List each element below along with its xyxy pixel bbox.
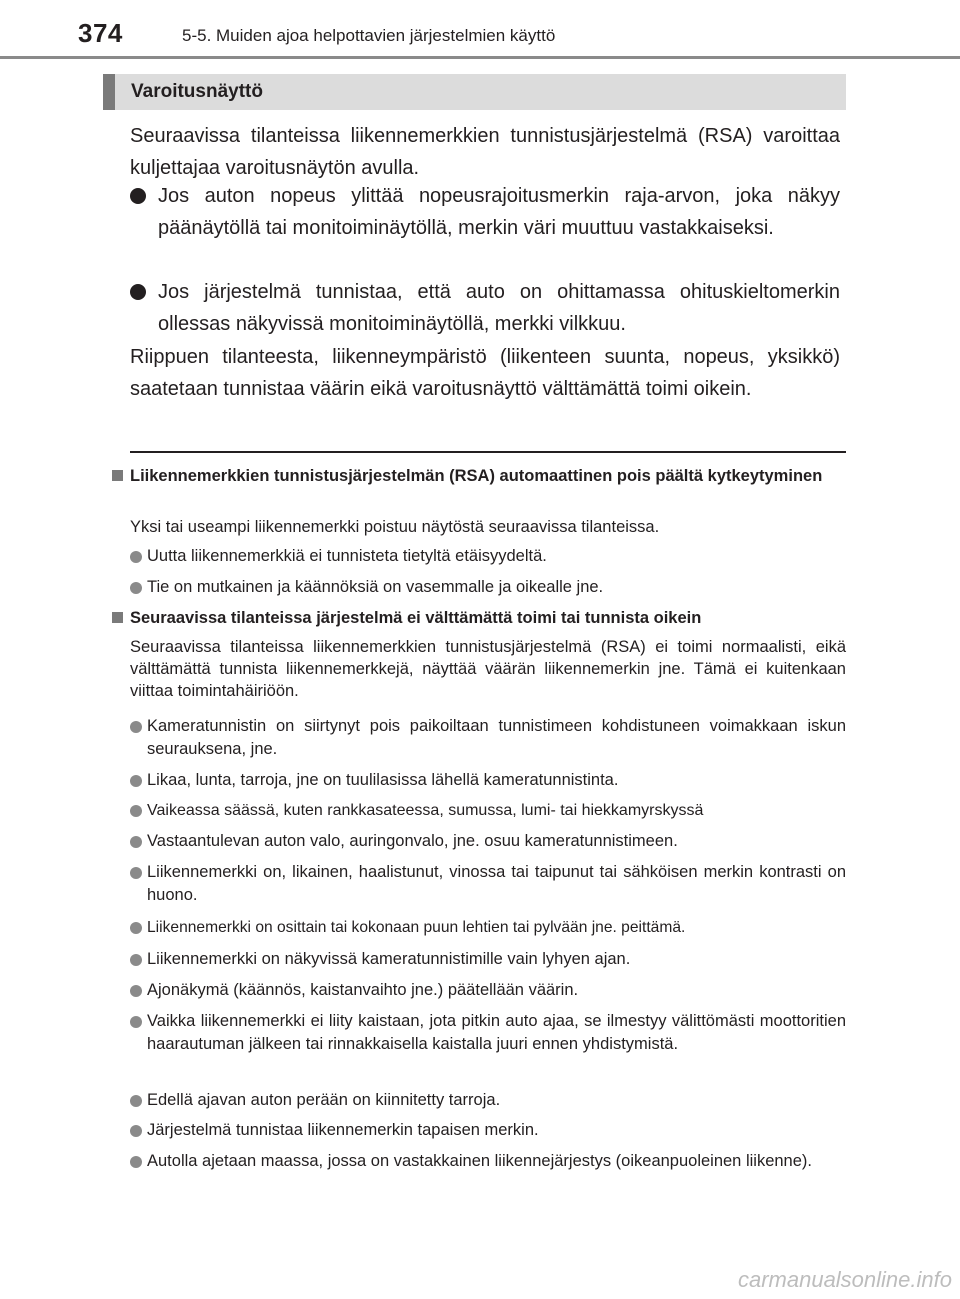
list-item: Liikennemerkki on osittain tai kokonaan puun lehtien tai pylvään jne. peittämä. (130, 916, 846, 939)
bullet-dot-icon (130, 867, 142, 879)
divider (130, 451, 846, 453)
list-item: Tie on mutkainen ja käännöksiä on vasemmalle ja oikealle jne. (130, 576, 846, 599)
bullet-dot-icon (130, 836, 142, 848)
warning-bullet: Jos auton nopeus ylittää nopeusrajoitusmerkin raja-arvon, joka näkyy päänäytöllä tai monitoiminäytöllä, merkin väri muuttuu vastakkaiseksi. (130, 180, 840, 244)
list-item: Uutta liikennemerkkiä ei tunnisteta tietyltä etäisyydeltä. (130, 545, 846, 568)
bullet-dot-icon (130, 284, 146, 300)
bullet-dot-icon (130, 582, 142, 594)
list-item: Vaikeassa säässä, kuten rankkasateessa, sumussa, lumi- tai hiekkamyrskyssä (130, 799, 846, 822)
bullet-dot-icon (130, 1095, 142, 1107)
bullet-dot-icon (130, 551, 142, 563)
page-number: 374 (78, 18, 123, 48)
header-rule (0, 56, 960, 59)
list-item: Kameratunnistin on siirtynyt pois paikoiltaan tunnistimeen kohdistuneen voimakkaan iskun seurauksena, jne. (130, 715, 846, 761)
list-item: Ajonäkymä (käännös, kaistanvaihto jne.) päätellään väärin. (130, 979, 846, 1002)
heading-accent-bar (103, 74, 115, 110)
auto-cancel-heading: Liikennemerkkien tunnistusjärjestelmän (RSA) automaattinen pois päältä kytkeytyminen (112, 465, 848, 487)
warning-display-intro: Seuraavissa tilanteissa liikennemerkkien tunnistusjärjestelmä (RSA) varoittaa kuljettajaa varoitusnäytön avulla. (130, 125, 840, 179)
bullet-dot-icon (130, 1125, 142, 1137)
list-item: Likaa, lunta, tarroja, jne on tuulilasissa lähellä kameratunnistinta. (130, 769, 846, 792)
bullet-dot-icon (130, 1156, 142, 1168)
list-item: Järjestelmä tunnistaa liikennemerkin tapaisen merkin. (130, 1119, 846, 1142)
list-item: Autolla ajetaan maassa, jossa on vastakkainen liikennejärjestys (oikeanpuoleinen liikenne). (130, 1150, 846, 1173)
list-item: Liikennemerkki on näkyvissä kameratunnistimille vain lyhyen ajan. (130, 948, 846, 971)
auto-cancel-text: Yksi tai useampi liikennemerkki poistuu näytöstä seuraavissa tilanteissa. (130, 518, 660, 536)
section-title: 5-5. Muiden ajoa helpottavien järjestelmien käyttö (182, 26, 556, 45)
may-not-work-text: Seuraavissa tilanteissa liikennemerkkien tunnistusjärjestelmä (RSA) ei toimi normaalisti, eikä välttämättä tunnista liikennemerkkejä, näyttää väärän liikennemerkin jne. Tämä ei kuitenkaan viittaa toimintahäiriöön. (130, 638, 846, 700)
bullet-dot-icon (130, 775, 142, 787)
bullet-dot-icon (130, 805, 142, 817)
square-bullet-icon (112, 612, 123, 623)
warning-bullet: Jos järjestelmä tunnistaa, että auto on ohittamassa ohituskieltomerkin ollessas näkyvissä monitoiminäytöllä, merkki vilkkuu. (130, 276, 840, 340)
bullet-dot-icon (130, 188, 146, 204)
may-not-work-heading: Seuraavissa tilanteissa järjestelmä ei välttämättä toimi tai tunnista oikein (112, 607, 848, 629)
bullet-dot-icon (130, 922, 142, 934)
list-item: Liikennemerkki on, likainen, haalistunut, vinossa tai taipunut tai sähköisen merkin kontrasti on huono. (130, 861, 846, 907)
warning-display-heading-box (103, 74, 846, 110)
list-item: Vastaantulevan auton valo, auringonvalo, jne. osuu kameratunnistimeen. (130, 830, 846, 853)
warning-display-note: Riippuen tilanteesta, liikenneympäristö (liikenteen suunta, nopeus, yksikkö) saatetaan tunnistaa väärin eikä varoitusnäyttö välttämättä toimi oikein. (130, 346, 840, 400)
square-bullet-icon (112, 470, 123, 481)
list-item: Edellä ajavan auton perään on kiinnitetty tarroja. (130, 1089, 846, 1112)
bullet-dot-icon (130, 1016, 142, 1028)
bullet-dot-icon (130, 954, 142, 966)
bullet-dot-icon (130, 721, 142, 733)
watermark: carmanualsonline.info (737, 1267, 952, 1292)
warning-display-heading: Varoitusnäyttö (131, 81, 263, 102)
list-item: Vaikka liikennemerkki ei liity kaistaan, jota pitkin auto ajaa, se ilmestyy välittömästi moottoritien haarautuman jälkeen tai rinnakkaisella kaistalla juuri ennen yhdistymistä. (130, 1010, 846, 1056)
bullet-dot-icon (130, 985, 142, 997)
